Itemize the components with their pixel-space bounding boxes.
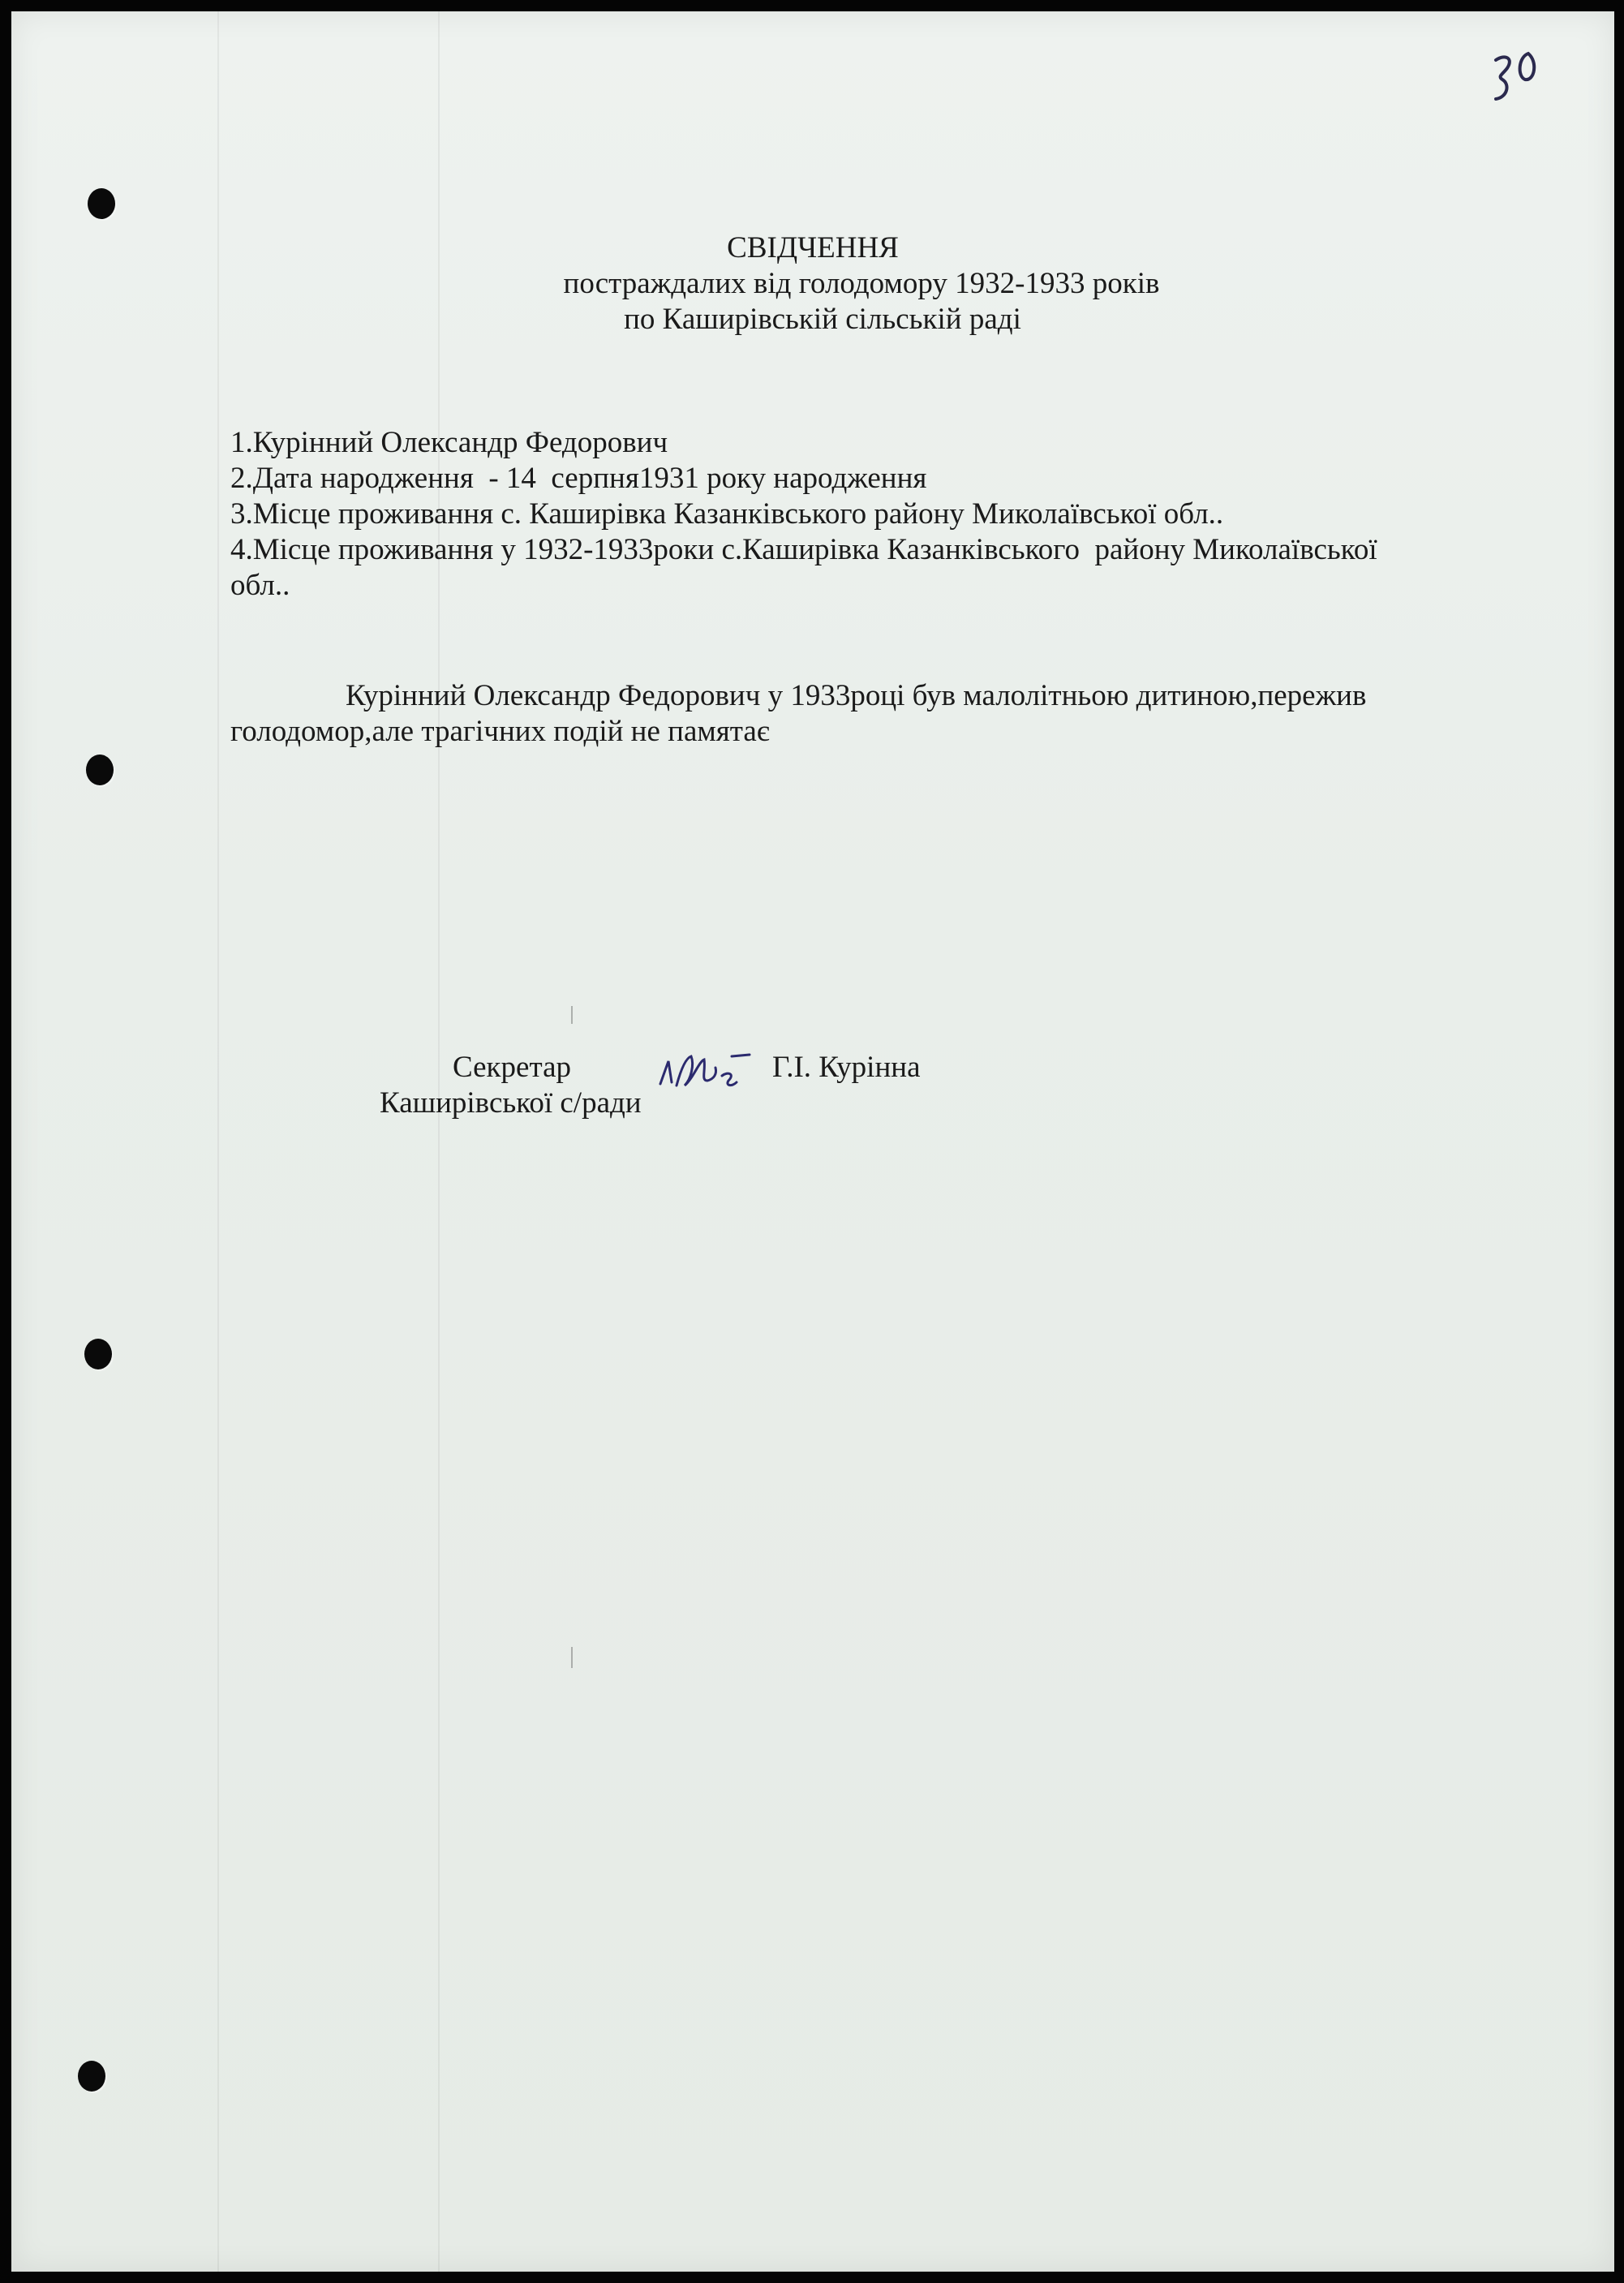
- punch-hole: [84, 1339, 112, 1369]
- info-item-residence-1932-cont: обл..: [230, 569, 290, 602]
- info-item-name: 1.Курінний Олександр Федорович: [230, 426, 668, 459]
- signature-role: Секретар: [453, 1051, 571, 1084]
- info-item-residence-1932: 4.Місце проживання у 1932-1933роки с.Каширівка Казанківського району Миколаївської: [230, 533, 1377, 566]
- document-page: [11, 11, 1614, 2272]
- fold-line: [217, 11, 219, 2272]
- signature-organization: Каширівської с/ради: [380, 1086, 642, 1120]
- info-item-birthdate: 2.Дата народження - 14 серпня1931 року народження: [230, 462, 927, 495]
- punch-hole: [88, 188, 115, 219]
- title-heading: СВІДЧЕННЯ: [727, 231, 899, 264]
- testimony-text: Курінний Олександр Федорович у 1933році був малолітньою дитиною,пережив голодомор,але трагічних подій не памятає: [230, 679, 1367, 748]
- info-item-residence: 3.Місце проживання с. Каширівка Казанківського району Миколаївської обл..: [230, 497, 1224, 531]
- handwritten-page-number: [1478, 29, 1551, 118]
- title-subtitle: постраждалих від голодомору 1932-1933 років: [563, 267, 1160, 300]
- fold-line: [438, 11, 440, 2272]
- info-list: [230, 425, 1488, 604]
- signature-name: Г.І. Курінна: [772, 1051, 921, 1084]
- margin-mark: [571, 1006, 573, 1024]
- handwritten-signature: [654, 1043, 767, 1100]
- document-title: [11, 230, 1614, 338]
- testimony-paragraph: [230, 678, 1496, 750]
- signature-block: [11, 1043, 1614, 1141]
- title-council: по Каширівській сільській раді: [624, 303, 1021, 336]
- punch-hole: [78, 2061, 105, 2092]
- margin-mark: [571, 1647, 573, 1668]
- punch-hole: [86, 755, 114, 785]
